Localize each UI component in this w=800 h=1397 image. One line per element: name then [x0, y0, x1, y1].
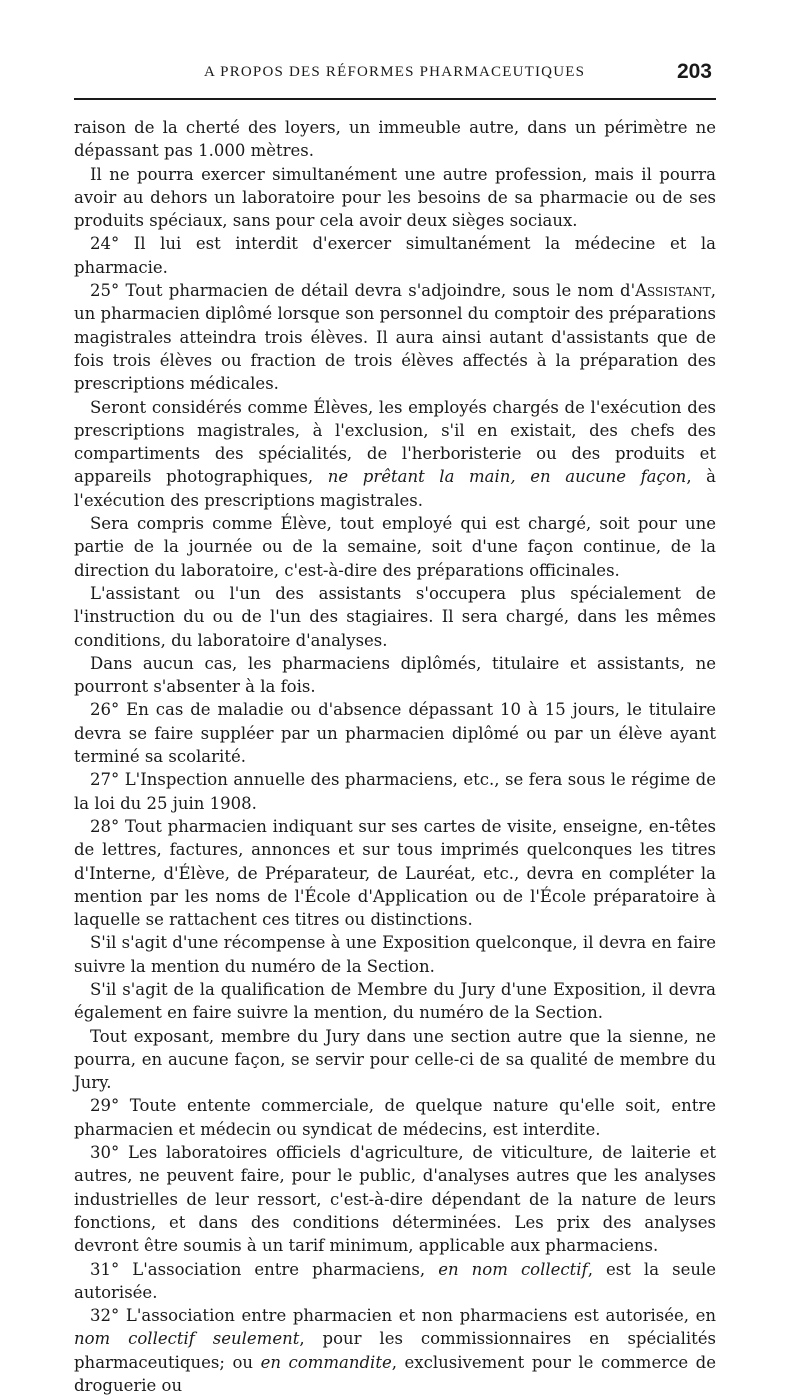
paragraph-eleves-definition: [74, 396, 716, 512]
paragraph-eleve-laboratory: Sera compris comme Élève, tout employé qui est chargé, soit pour une partie de la journée ou de la semaine, soit d'une façon continue, de la direction du laboratoire, c'est-à-dire des préparations officinales.: [74, 514, 716, 580]
header-rule: [74, 98, 716, 100]
article-31-italic: en nom collectif: [438, 1259, 588, 1279]
running-head: [74, 60, 714, 90]
paragraph-article-27: 27° L'Inspection annuelle des pharmaciens, etc., se fera sous le régime de la loi du 25 juin 1908.: [74, 770, 716, 813]
paragraph-absence-rule: Dans aucun cas, les pharmaciens diplômés, titulaire et assistants, ne pourront s'absenter à la fois.: [74, 653, 716, 697]
paragraph-article-24: 24° Il lui est interdit d'exercer simultanément la médecine et la pharmacie.: [74, 234, 716, 277]
article-31-part-c: , est la seule autorisée.: [74, 1259, 717, 1302]
paragraph-exhibitor: Tout exposant, membre du Jury dans une section autre que la sienne, ne pourra, en aucune façon, se servir pour celle-ci de sa qualité de membre du Jury.: [74, 1026, 716, 1093]
paragraph-article-25: [74, 279, 716, 395]
paragraph-exposition-award: S'il s'agit d'une récompense à une Exposition quelconque, il devra en faire suivre la mention du numéro de la Section.: [74, 933, 716, 976]
paragraph-jury-member: S'il s'agit de la qualification de Membre du Jury d'une Exposition, il devra également en faire suivre la mention, du numéro de la Section.: [74, 979, 716, 1023]
paragraph-assistant-instruction: L'assistant ou l'un des assistants s'occupera plus spécialement de l'instruction du ou de l'un des stagiaires. Il sera chargé, dans les mêmes conditions, du laboratoire d'analyses.: [74, 583, 716, 650]
paragraph-article-28: 28° Tout pharmacien indiquant sur ses cartes de visite, enseigne, en-têtes de lettres, factures, annonces et sur tous imprimés quelconques les titres d'Interne, d'Élève, de Préparateur, de Lauréat, etc., devra en compléter la mention par les noms de l'École d'Application ou de l'École préparatoire à laquelle se rattachent ces titres ou distinctions.: [74, 816, 716, 930]
article-25-part-a: 25° Tout pharmacien de détail devra s'adjoindre, sous le nom d': [90, 281, 636, 301]
running-title: A PROPOS DES RÉFORMES PHARMACEUTIQUES: [204, 64, 586, 80]
eleves-part-a: Seront considérés comme Élèves, les employés chargés de l'exécution des prescriptions magistrales, à l'exclusion, s'il en existait, des chefs des compartiments des spécialités, de l'herboristerie ou des produits et appareils photographiques,: [74, 397, 716, 487]
eleves-italic: ne prêtant la main, en aucune façon: [327, 467, 687, 487]
article-25-part-c: , un pharmacien diplômé lorsque son personnel du comptoir des préparations magistrales atteindra trois élèves. Il aura ainsi autant d'assistants que de fois trois élèves ou fraction de trois élèves affectés à la préparation des prescriptions médicales.: [74, 281, 716, 394]
article-32-part-e: , exclusivement pour le commerce de droguerie ou: [74, 1352, 717, 1396]
paragraph-article-31: [74, 1258, 716, 1305]
eleves-part-c: , à l'exécution des prescriptions magistrales.: [74, 467, 716, 510]
article-32-italic-2: en commandite: [260, 1352, 392, 1372]
paragraph-article-32: [74, 1304, 716, 1397]
paragraph-premises: raison de la cherté des loyers, un immeuble autre, dans un périmètre ne dépassant pas 1.000 mètres.: [74, 118, 716, 161]
paragraph-other-profession: Il ne pourra exercer simultanément une autre profession, mais il pourra avoir au dehors un laboratoire pour les besoins de sa pharmacie ou de ses produits spéciaux, sans pour cela avoir deux sièges sociaux.: [74, 164, 716, 231]
article-31-part-a: 31° L'association entre pharmaciens,: [90, 1259, 439, 1279]
page-number: 203: [676, 60, 712, 83]
body-text: [74, 116, 716, 1397]
paragraph-article-26: 26° En cas de maladie ou d'absence dépassant 10 à 15 jours, le titulaire devra se faire suppléer par un pharmacien diplômé ou par un élève ayant terminé sa scolarité.: [74, 700, 716, 767]
paragraph-article-30: 30° Les laboratoires officiels d'agriculture, de viticulture, de laiterie et autres, ne peuvent faire, pour le public, d'analyses autres que les analyses industrielles de leur ressort, c'est-à-dire dépendant de la nature de leurs fonctions, et dans des conditions déterminées. Les prix des analyses devront être soumis à un tarif minimum, applicable aux pharmaciens.: [74, 1143, 716, 1256]
article-32-part-a: 32° L'association entre pharmacien et non pharmaciens est autorisée, en: [90, 1306, 716, 1326]
assistant-term: Assistant: [635, 281, 711, 301]
article-32-part-c: , pour les commissionnaires en spécialités pharmaceutiques; ou: [74, 1329, 717, 1372]
paragraph-article-29: 29° Toute entente commerciale, de quelque nature qu'elle soit, entre pharmacien et médecin ou syndicat de médecins, est interdite.: [74, 1096, 716, 1139]
article-32-italic-1: nom collectif seulement: [74, 1329, 300, 1349]
